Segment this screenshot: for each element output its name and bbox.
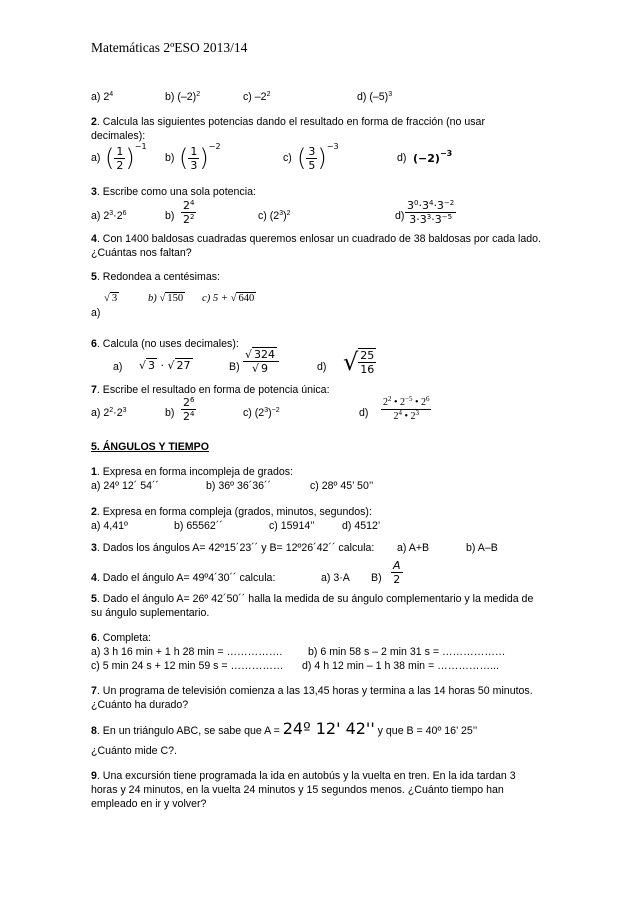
q2-c-label: c) bbox=[283, 152, 292, 164]
s2-statement: 2. Expresa en forma compleja (grados, minutos, segundos): bbox=[91, 506, 372, 518]
s4-b-label: B) bbox=[371, 572, 382, 584]
q7-b-expr: $\frac{2^6}{2^4}$ bbox=[183, 396, 195, 423]
q2-a-label: a) bbox=[91, 152, 101, 164]
s5-statement: 5. Dado el ángulo A= 26º 42´50´´ halla la medida de su ángulo complementario y la medida de bbox=[91, 593, 534, 605]
q5-statement: 5. Redondea a centésimas: bbox=[91, 271, 220, 283]
q6-a-label: a) bbox=[113, 361, 123, 373]
s1-a: a) 24º 12´ 54´´ bbox=[91, 480, 160, 492]
s3-b: b) A–B bbox=[466, 542, 498, 554]
q7-exercises bbox=[91, 396, 571, 430]
q6-d-label: d) bbox=[317, 361, 327, 373]
q3-b-label: b) bbox=[165, 210, 175, 222]
q2-d-label: d) bbox=[397, 152, 407, 164]
q2-c-expr: ( $\frac{3}{5}$ )$^{-3}$ bbox=[297, 142, 339, 172]
s6-b: b) 6 min 58 s – 2 min 31 s = ……………… bbox=[308, 646, 506, 658]
q1-d: d) $(-5)^3$ bbox=[357, 91, 393, 103]
s7-statement: 7. Un programa de televisión comienza a las 13,45 horas y termina a las 14 horas 50 minutos. bbox=[91, 685, 533, 697]
s6-d: d) 4 h 12 min – 1 h 38 min = ……………... bbox=[302, 660, 499, 672]
q5-b-expr: b) √ 150 bbox=[148, 293, 184, 304]
q4-statement: 4. Con 1400 baldosas cuadradas queremos enlosar un cuadrado de 38 baldosas por cada lado. bbox=[91, 233, 541, 245]
section-title: 5. ÁNGULOS Y TIEMPO bbox=[91, 441, 209, 453]
s4-a: a) 3·A bbox=[321, 572, 350, 584]
s1-c: c) 28º 45’ 50’’ bbox=[310, 480, 374, 492]
q3-d-expr: $\frac{3^0\cdot 3^4\cdot 3^{-2}}{3\cdot 3^3\cdot 3^{-5}}$ bbox=[407, 199, 455, 226]
s6-statement: 6. Completa: bbox=[91, 632, 152, 644]
q1-b: b) $(-2)^2$ bbox=[165, 91, 201, 103]
q7-c: c) $(2^3)^{-2}$ bbox=[243, 407, 280, 419]
s8-statement-line2: ¿Cuánto mide C?. bbox=[91, 745, 177, 757]
q5-exercises bbox=[91, 290, 391, 320]
page-header: Matemáticas 2ºESO 2013/14 bbox=[91, 40, 248, 55]
q2-b-expr: ( $\frac{1}{3}$ )$^{-2}$ bbox=[179, 142, 221, 172]
q6-b-expr: $\frac{√ 324}{√ 9}$ bbox=[243, 348, 279, 375]
q3-a: a) $2^3\cdot 2^6$ bbox=[91, 210, 127, 222]
s1-statement: 1. Expresa en forma incompleja de grados: bbox=[91, 466, 293, 478]
q1-a: a) $2^4$ bbox=[91, 91, 114, 103]
q7-a: a) $2^2\cdot 2^3$ bbox=[91, 407, 127, 419]
s5-statement-line2: su ángulo suplementario. bbox=[91, 607, 210, 619]
q3-c: c) $(2^3)^2$ bbox=[258, 210, 291, 222]
s1-b: b) 36º 36´36´´ bbox=[206, 480, 272, 492]
q5-a-label: a) bbox=[91, 307, 101, 319]
q3-b-expr: $\frac{2^4}{2^2}$ bbox=[183, 199, 195, 226]
s2-d: d) 4512’ bbox=[342, 520, 381, 532]
q7-b-label: b) bbox=[165, 407, 175, 419]
s2-b: b) 65562´´ bbox=[174, 520, 223, 532]
q6-exercises bbox=[91, 348, 571, 384]
q3-statement: 3. Escribe como una sola potencia: bbox=[91, 186, 256, 198]
q3-d-label: d) bbox=[395, 210, 405, 222]
s7-statement-line2: ¿Cuánto ha durado? bbox=[91, 699, 189, 711]
s2-a: a) 4,41º bbox=[91, 520, 128, 532]
q6-a-expr: √ 3 · √ 27 bbox=[139, 359, 191, 372]
s6-a: a) 3 h 16 min + 1 h 28 min = ……………. bbox=[91, 646, 283, 658]
q2-statement-line2: decimales): bbox=[91, 130, 146, 142]
q5-a-expr: √ 3 bbox=[104, 293, 118, 304]
q2-d-expr: $(-2)^{-3}$ bbox=[413, 149, 453, 165]
q6-d-expr: √ $\frac{25}{16}$ bbox=[343, 348, 375, 376]
q7-d-expr: $\frac{2^2 • 2^{-5} • 2^6}{2^4 • 2^3}$ bbox=[383, 395, 430, 422]
q7-statement: 7. Escribe el resultado en forma de potencia única: bbox=[91, 384, 330, 396]
s4-statement: 4. Dado el ángulo A= 49º4´30´´ calcula: a) 3·A B) $\frac{A}{2}$ bbox=[91, 559, 401, 586]
q2-exercises bbox=[91, 140, 571, 176]
s8-statement: 8. En un triángulo ABC, se sabe que A = 24º 12' 42'' y que B = 40º 16’ 25’’ bbox=[91, 719, 478, 738]
q6-statement: 6. Calcula (no uses decimales): bbox=[91, 338, 239, 350]
s9-statement-line2: horas y 24 minutos, en la vuelta 24 minutos y 15 segundos menos. ¿Cuánto tiempo han bbox=[91, 784, 504, 796]
q1-c: c) $-2^2$ bbox=[243, 91, 271, 103]
s9-statement-line3: empleado en ir y volver? bbox=[91, 798, 207, 810]
q6-b-label: B) bbox=[229, 361, 240, 373]
q2-b-label: b) bbox=[165, 152, 175, 164]
q7-d-label: d) bbox=[359, 407, 369, 419]
s3-statement: 3. Dados los ángulos A= 42º15´23´´ y B= 12º26´42´´ calcula: a) A+B b) A–B bbox=[91, 542, 498, 554]
s9-statement: 9. Una excursión tiene programada la ida en autobús y la vuelta en tren. En la ida tardan 3 bbox=[91, 770, 516, 782]
s2-c: c) 15914’’ bbox=[269, 520, 315, 532]
s8-angle-a: 24º 12' 42'' bbox=[282, 719, 375, 738]
q2-a-expr: ( $\frac{1}{2}$ )$^{-1}$ bbox=[105, 142, 147, 172]
q2-statement: 2. Calcula las siguientes potencias dando el resultado en forma de fracción (no usar bbox=[91, 116, 485, 128]
s4-b-expr: $\frac{A}{2}$ bbox=[393, 559, 401, 586]
s3-a: a) A+B bbox=[397, 542, 430, 554]
q3-exercises bbox=[91, 199, 571, 233]
s6-c: c) 5 min 24 s + 12 min 59 s = …………… bbox=[91, 660, 284, 672]
q4-statement-line2: ¿Cuántas nos faltan? bbox=[91, 247, 192, 259]
q5-c-expr: c) 5 + √ 640 bbox=[202, 293, 255, 304]
